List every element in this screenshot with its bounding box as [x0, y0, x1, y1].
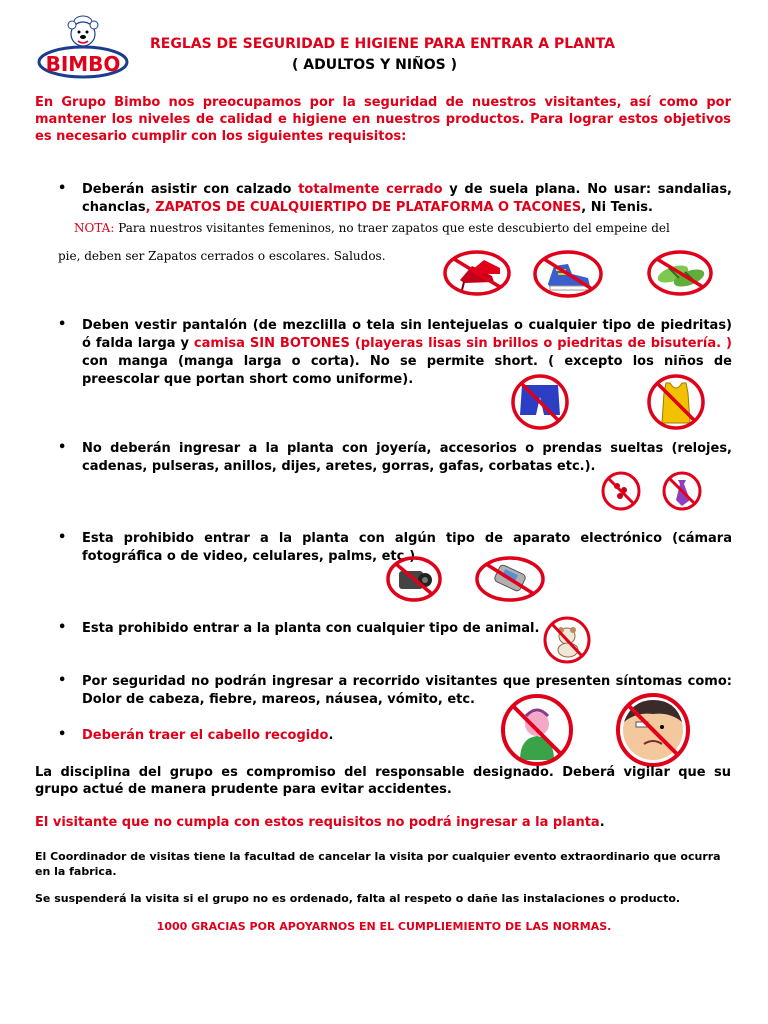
rule-footwear-p4: , ZAPATOS DE CUALQUIERTIPO DE PLATAFORMA O TACONES: [145, 200, 582, 215]
rule-clothing: [82, 317, 732, 389]
rule-jewelry: No deberán ingresar a la planta con joyería, accesorios o prendas sueltas (relojes, cadenas, pulseras, anillos, dijes, aretes, gorras, gafas, corbatas etc.).: [82, 441, 732, 474]
rule-electronics: Esta prohibido entrar a la planta con algún tipo de aparato electrónico (cámara fotográfica o de video, celulares, palms, etc.).: [82, 531, 732, 564]
no-sandals-icon: [645, 250, 715, 296]
note-text: Para nuestros visitantes femeninos, no traer zapatos que este descubierto del empeine del: [114, 221, 670, 235]
footwear-note-2: pie, deben ser Zapatos cerrados o escolares. Saludos.: [58, 249, 386, 263]
no-tanktop-icon: [646, 373, 706, 431]
rule-clothing-p2: camisa SIN BOTONES (playeras lisas sin brillos o piedritas de bisutería. ): [193, 336, 732, 351]
rule-symptoms: Por seguridad no podrán ingresar a recorrido visitantes que presenten síntomas como: Dolor de cabeza, fiebre, mareos, náusea, vómito, etc.: [82, 674, 732, 707]
rule-hair-text: Deberán traer el cabello recogido: [82, 728, 329, 743]
rule-hair: [82, 727, 482, 745]
bullet: •: [58, 727, 67, 742]
bullet: •: [58, 620, 67, 635]
no-headache-icon: [612, 694, 694, 766]
rule-clothing-p3: con manga (manga larga o corta). No se permite short. ( excepto los niños de preescolar que portan short como uniforme).: [82, 354, 732, 387]
no-tie-icon: [660, 470, 704, 512]
footwear-note: [74, 221, 714, 235]
page-title: REGLAS DE SEGURIDAD E HIGIENE PARA ENTRAR A PLANTA: [150, 36, 615, 52]
no-shorts-icon: [510, 373, 570, 431]
bullet: •: [58, 530, 67, 545]
logo-text: BIMBO: [45, 52, 121, 76]
rule-footwear-p3: y de suela plana. No usar: sandalias, chanclas: [82, 182, 732, 215]
warning-paragraph: [35, 814, 731, 831]
rule-footwear: [82, 181, 732, 217]
no-sneakers-icon: [532, 250, 604, 298]
thanks-line: 1000 GRACIAS POR APOYARNOS EN EL CUMPLIEMIENTO DE LAS NORMAS.: [156, 920, 612, 933]
note-label: NOTA:: [74, 221, 115, 235]
coordinator-paragraph: El Coordinador de visitas tiene la facultad de cancelar la visita por cualquier evento extraordinario que ocurra en la fabrica.: [35, 850, 721, 878]
rule-footwear-p5: , Ni Tenis.: [581, 200, 653, 215]
no-sick-person-icon: [498, 694, 576, 764]
no-camera-icon: [385, 555, 443, 603]
no-heels-icon: [442, 250, 512, 296]
rule-hair-suffix: .: [328, 728, 334, 743]
no-earrings-icon: [600, 470, 642, 512]
discipline-paragraph: La disciplina del grupo es compromiso del responsable designado. Deberá vigilar que su grupo actué de manera prudente para evitar accidentes.: [35, 765, 731, 797]
rule-animals: Esta prohibido entrar a la planta con cualquier tipo de animal.: [82, 621, 540, 636]
no-cellphone-icon: [474, 555, 546, 603]
no-animals-icon: [542, 614, 592, 666]
bullet: •: [58, 317, 67, 332]
warning-text: El visitante que no cumpla con estos requisitos no podrá ingresar a la planta: [35, 815, 600, 830]
bullet: •: [58, 181, 67, 196]
rule-clothing-p1: Deben vestir pantalón (de mezclilla o tela sin lentejuelas o cualquier tipo de piedritas) ó falda larga y: [82, 318, 732, 351]
suspension-paragraph: Se suspenderá la visita si el grupo no es ordenado, falta al respeto o dañe las instalaciones o producto.: [35, 892, 681, 905]
bimbo-logo: [36, 8, 130, 80]
intro-paragraph: En Grupo Bimbo nos preocupamos por la seguridad de nuestros visitantes, así como por mantener los niveles de calidad e higiene en nuestros productos. Para lograr estos objetivos es necesario cumplir con los siguientes requisitos:: [35, 95, 731, 144]
rule-footwear-p1: Deberán asistir con calzado: [82, 182, 299, 197]
page-subtitle: ( ADULTOS Y NIÑOS ): [292, 57, 458, 73]
bullet: •: [58, 673, 67, 688]
warning-suffix: .: [599, 815, 605, 830]
bullet: •: [58, 440, 67, 455]
rule-footwear-p2: totalmente cerrado: [298, 182, 443, 197]
